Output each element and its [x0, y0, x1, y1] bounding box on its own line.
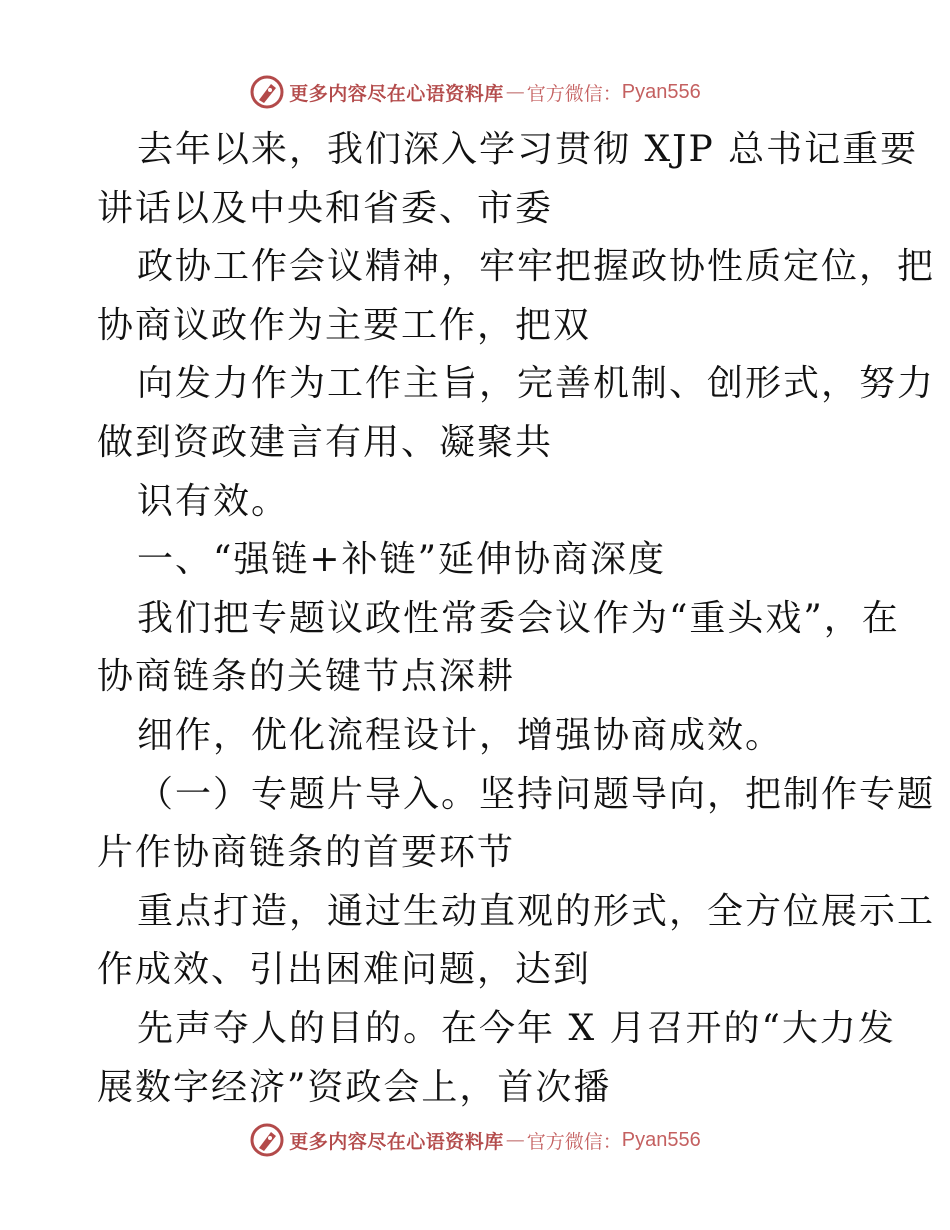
- text-line: 作成效、引出困难问题，达到: [97, 949, 592, 991]
- banner-separator: —: [505, 1129, 525, 1151]
- text-line: 我们把专题议政性常委会议作为“重头戏”，在: [137, 597, 900, 639]
- text-line: （一）专题片导入。坚持问题导向，把制作专题: [137, 773, 936, 815]
- banner-brand: 更多内容尽在心语资料库: [289, 82, 504, 105]
- text-line: 做到资政建言有用、凝聚共: [97, 421, 554, 463]
- text-line: 向发力作为工作主旨，完善机制、创形式，努力: [137, 363, 936, 405]
- text-line: 政协工作会议精神，牢牢把握政协性质定位，把: [137, 246, 936, 288]
- banner-wechat-id: Pyan556: [621, 80, 701, 103]
- footer-banner: [0, 1118, 950, 1162]
- text-line: 一、“强链+补链”延伸协商深度: [137, 539, 666, 581]
- text-line: 协商链条的关键节点深耕: [97, 656, 516, 698]
- header-banner: [0, 70, 950, 114]
- banner-wechat-id: Pyan556: [621, 1128, 701, 1151]
- text-line: 先声夺人的目的。在今年 X 月召开的“大力发: [137, 1007, 896, 1049]
- pen-nib-logo-icon: [249, 1122, 285, 1158]
- text-line: 重点打造，通过生动直观的形式，全方位展示工: [137, 890, 936, 932]
- text-line: 展数字经济”资政会上，首次播: [97, 1066, 612, 1108]
- text-line: 识有效。: [137, 480, 290, 522]
- pen-nib-logo-icon: [249, 74, 285, 110]
- text-line: 片作协商链条的首要环节: [97, 832, 516, 874]
- text-line: 讲话以及中央和省委、市委: [97, 187, 554, 229]
- banner-official: 官方微信：: [526, 82, 622, 105]
- banner-brand: 更多内容尽在心语资料库: [289, 1130, 504, 1153]
- document-body: [97, 121, 936, 1117]
- banner-official: 官方微信：: [526, 1130, 622, 1153]
- text-line: 协商议政作为主要工作，把双: [97, 304, 592, 346]
- text-line: 细作，优化流程设计，增强协商成效。: [137, 714, 784, 756]
- banner-separator: —: [505, 81, 525, 103]
- text-line: 去年以来，我们深入学习贯彻 XJP 总书记重要: [137, 129, 919, 170]
